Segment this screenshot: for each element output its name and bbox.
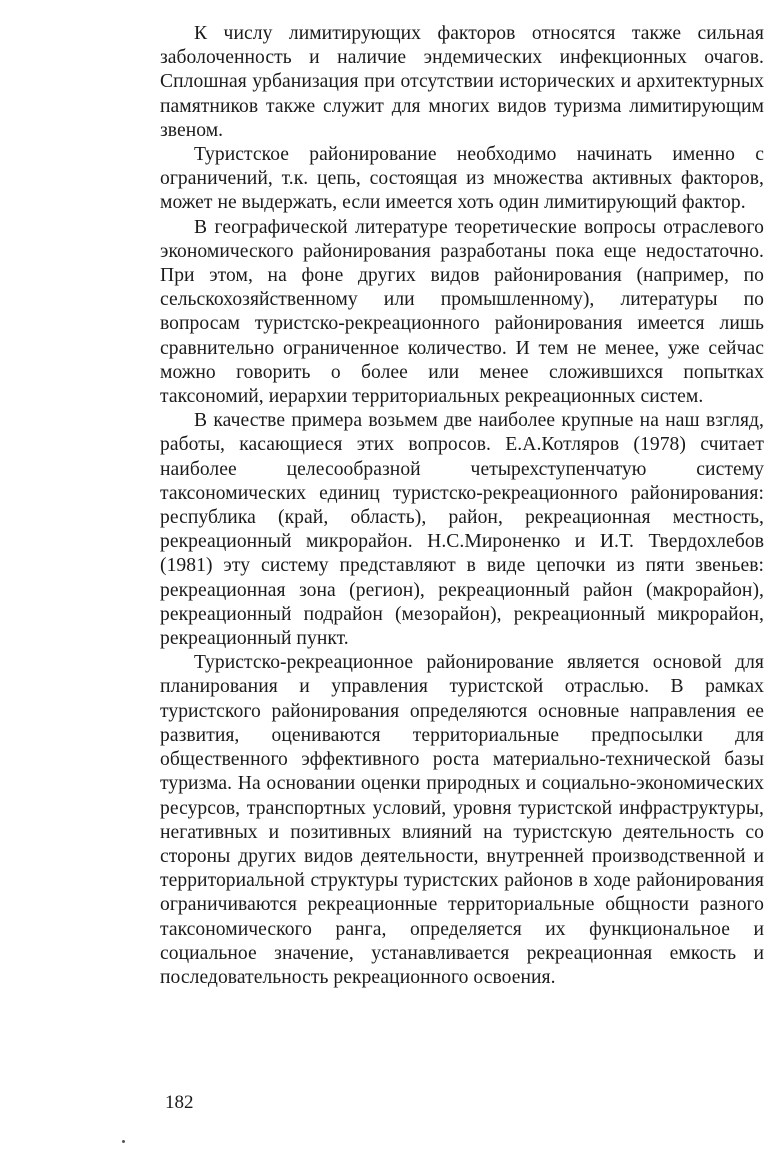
page-body xyxy=(160,22,764,990)
paragraph-limiting-factors: К числу лимитирующих факторов относятся также сильная заболоченность и наличие эндемических инфекционных очагов. Сплошная урбанизация при отсутствии исторических и архитектурных памятников также служит для многих видов туризма лимитирующим звеном. xyxy=(160,23,764,141)
scan-speck xyxy=(122,1140,125,1143)
paragraph-literature: В географической литературе теоретические вопросы отраслевого экономического районирования разработаны пока еще недостаточно. При этом, на фоне других видов районирования (например, по сельскохозяйственному или промышленному), литературы по вопросам туристско-рекреационного районирования имеется лишь сравнительно ограниченное количество. И тем не менее, уже сейчас можно говорить о более или менее сложившихся попытках таксономий, иерархии территориальных рекреационных систем. xyxy=(160,216,764,408)
paragraph-zoning-start: Туристское районирование необходимо начинать именно с ограничений, т.к. цепь, состоящая из множества активных факторов, может не выдержать, если имеется хоть один лимитирующий фактор. xyxy=(160,144,764,214)
page-number: 182 xyxy=(165,1092,194,1113)
paragraph-zoning-basis: Туристско-рекреационное районирование является основой для планирования и управления туристской отраслью. В рамках туристского районирования определяются основные направления ее развития, оцениваются территориальные предпосылки для общественного эффективного роста материально-технической базы туризма. На основании оценки природных и социально-экономических ресурсов, транспортных условий, уровня туристской инфраструктуры, негативных и позитивных влияний на туристскую деятельность со стороны других видов деятельности, внутренней производственной и территориальной структуры туристских районов в ходе районирования ограничиваются рекреационные территориальные общности разного таксономического ранга, определяется их функциональное и социальное значение, устанавливается рекреационная емкость и последовательность рекреационного освоения. xyxy=(160,652,764,988)
paragraph-examples: В качестве примера возьмем две наиболее крупные на наш взгляд, работы, касающиеся этих вопросов. Е.А.Котляров (1978) считает наиболее целесообразной четырехступенчатую систему таксономических единиц туристско-рекреационного районирования: республика (край, область), район, рекреационная местность, рекреационный микрорайон. Н.С.Мироненко и И.Т. Твердохлебов (1981) эту систему представляют в виде цепочки из пяти звеньев: рекреационная зона (регион), рекреационный район (макрорайон), рекреационный подрайон (мезорайон), рекреационный микрорайон, рекреационный пункт. xyxy=(160,410,764,650)
